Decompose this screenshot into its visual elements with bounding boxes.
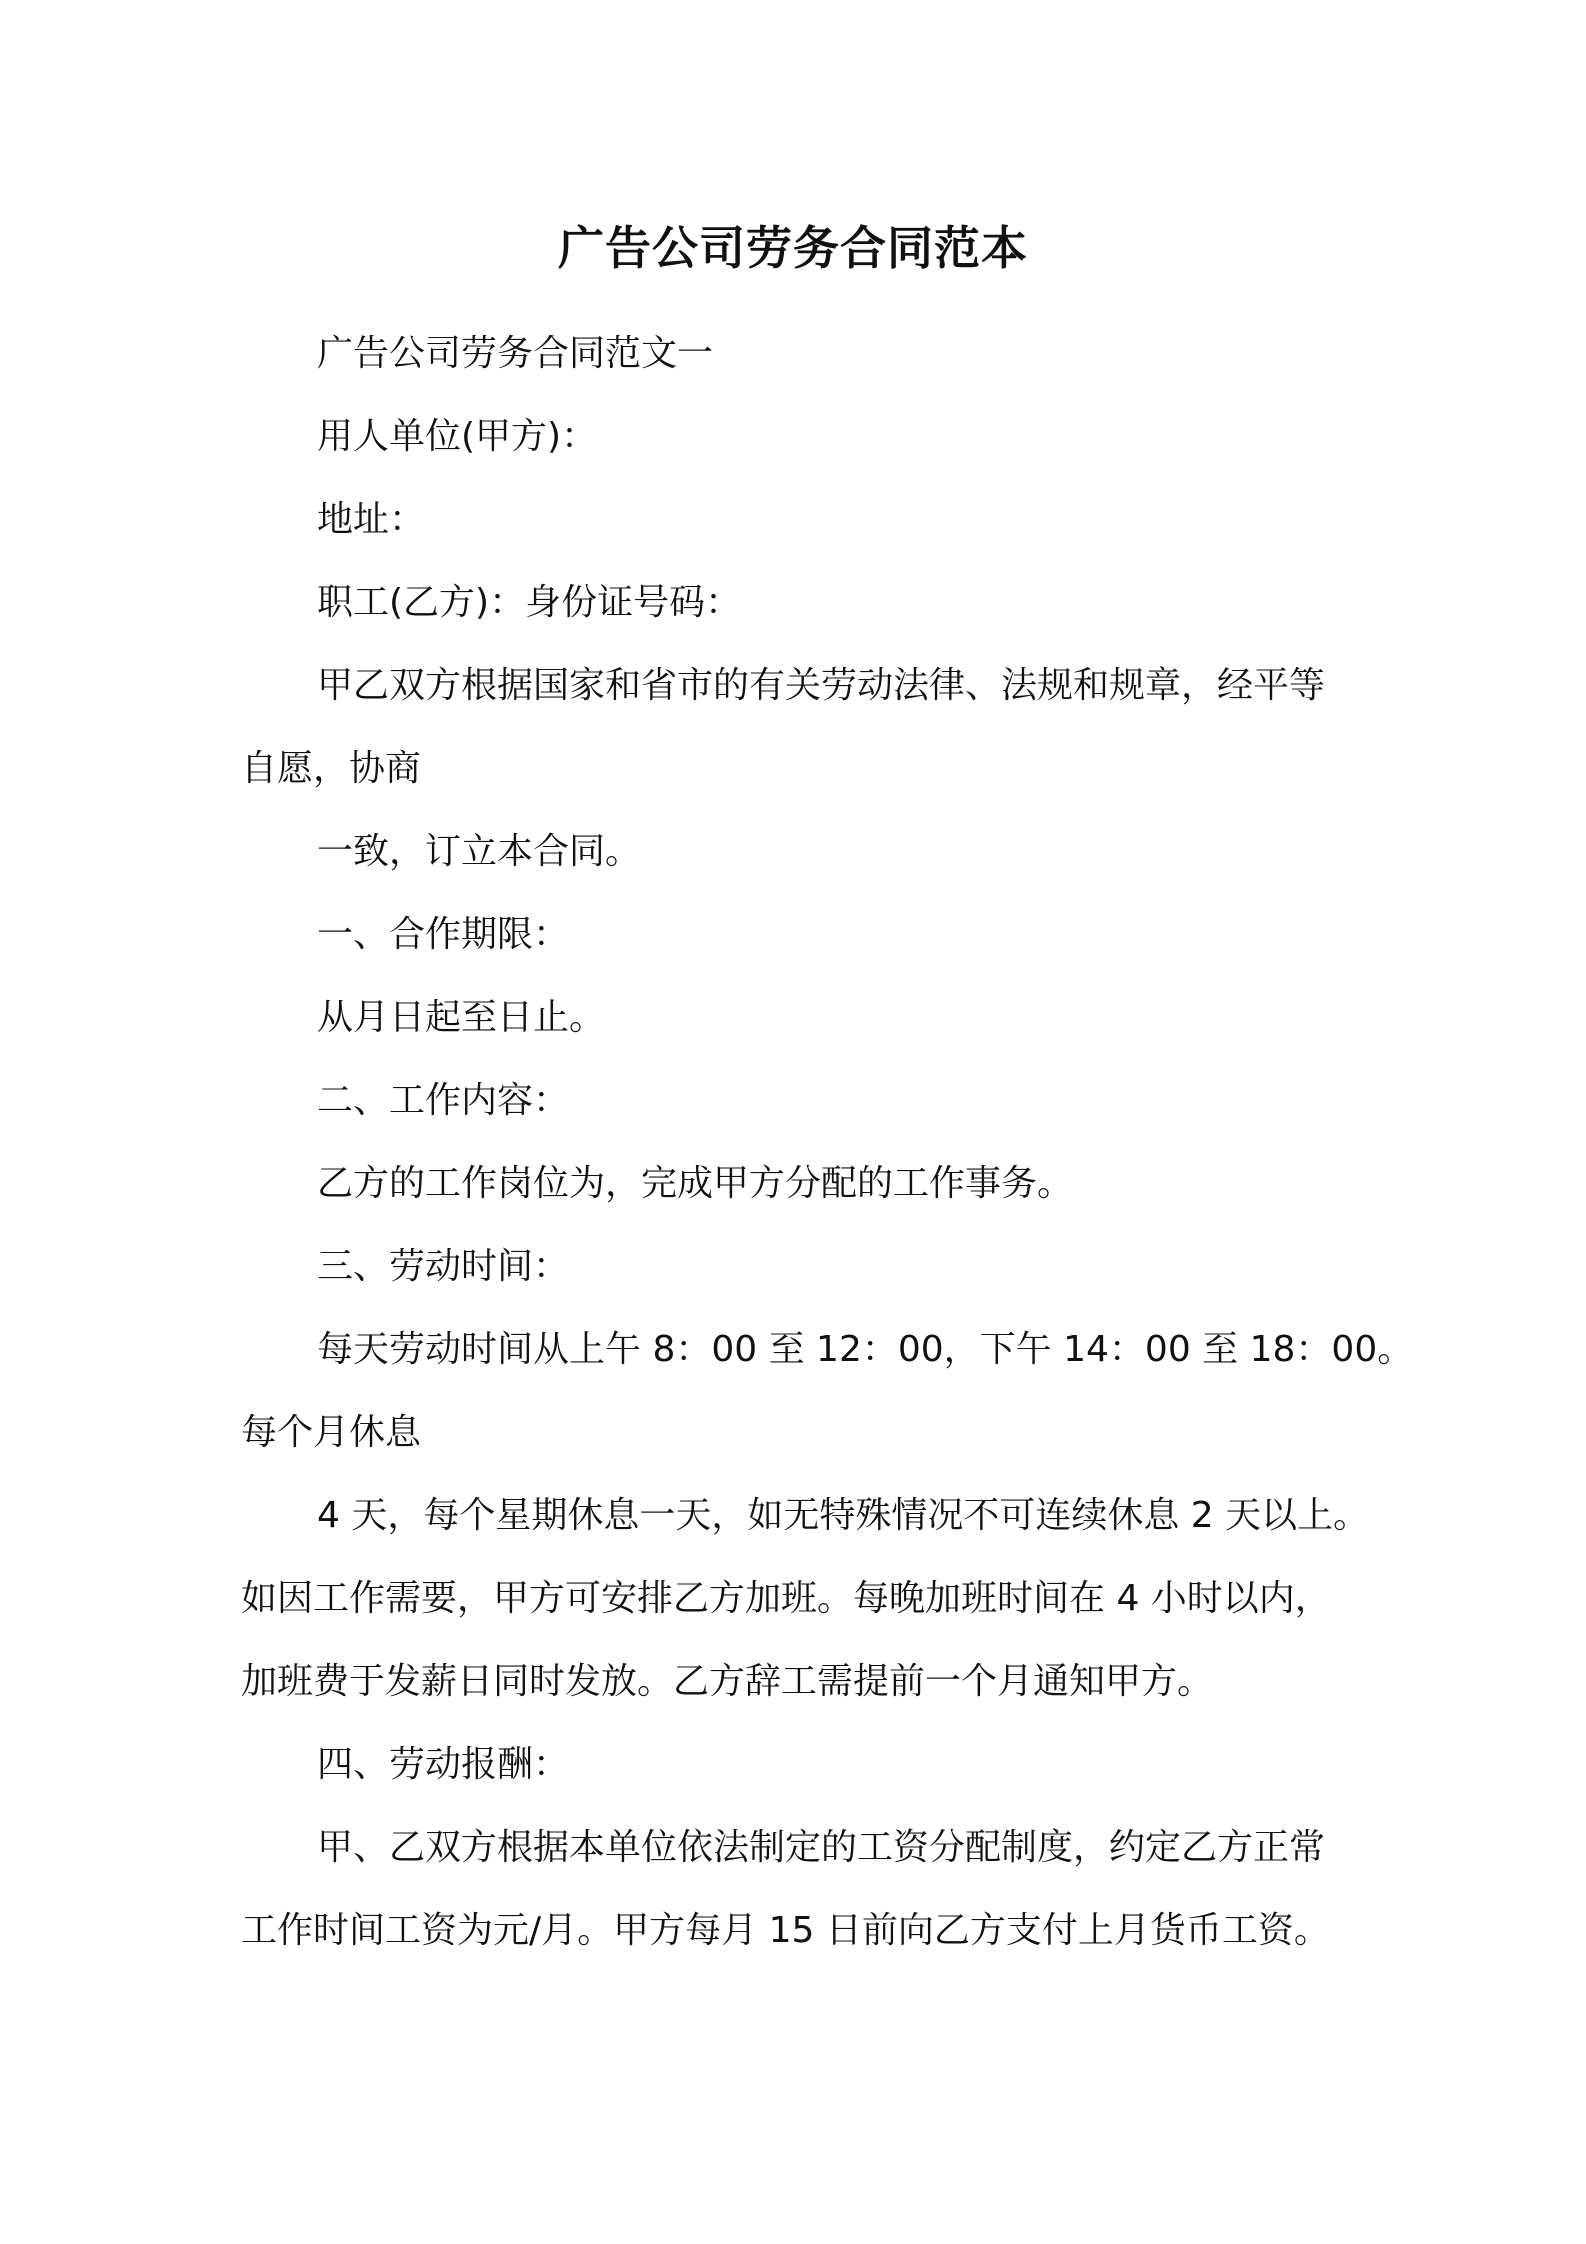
paragraph-line: 4 天，每个星期休息一天，如无特殊情况不可连续休息 2 天以上。 (317, 1495, 1370, 1536)
paragraph-line: 甲乙双方根据国家和省市的有关劳动法律、法规和规章，经平等 (317, 665, 1326, 706)
paragraph-line: 每天劳动时间从上午 8：00 至 12：00，下午 14：00 至 18：00。 (317, 1329, 1414, 1370)
paragraph-line: 一、合作期限： (317, 914, 570, 955)
paragraph-line: 四、劳动报酬： (317, 1744, 570, 1785)
paragraph-line: 工作时间工资为元/月。甲方每月 15 日前向乙方支付上月货币工资。 (241, 1910, 1330, 1951)
paragraph-line: 广告公司劳务合同范文一 (317, 333, 714, 374)
paragraph-line: 自愿，协商 (241, 748, 422, 789)
paragraph-line: 地址： (317, 499, 426, 540)
paragraph-line: 职工(乙方)：身份证号码： (317, 582, 742, 623)
paragraph-line: 二、工作内容： (317, 1080, 570, 1121)
paragraph-line: 每个月休息 (241, 1412, 422, 1453)
document-title: 广告公司劳务合同范本 (558, 221, 1028, 275)
paragraph-line: 乙方的工作岗位为，完成甲方分配的工作事务。 (317, 1163, 1074, 1204)
paragraph-line: 从月日起至日止。 (317, 997, 606, 1038)
paragraph-line: 三、劳动时间： (317, 1246, 570, 1287)
document-body (241, 312, 1414, 1972)
paragraph-line: 一致，订立本合同。 (317, 831, 642, 872)
paragraph-line: 用人单位(甲方)： (317, 416, 598, 457)
paragraph-line: 甲、乙双方根据本单位依法制定的工资分配制度，约定乙方正常 (317, 1827, 1326, 1868)
paragraph-line: 如因工作需要，甲方可安排乙方加班。每晚加班时间在 4 小时以内， (241, 1578, 1331, 1619)
paragraph-line: 加班费于发薪日同时发放。乙方辞工需提前一个月通知甲方。 (241, 1661, 1214, 1702)
